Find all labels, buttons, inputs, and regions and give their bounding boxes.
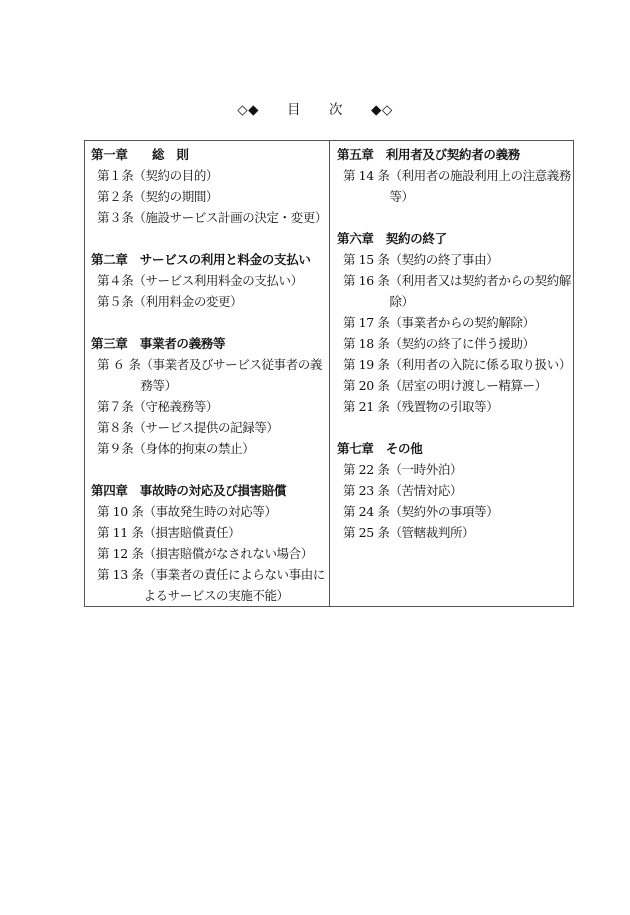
article-title: （事故発生時の対応等）: [143, 504, 277, 519]
article-title: （居室の明け渡しー精算ー）: [389, 378, 547, 393]
article-number: 第 10 条: [97, 504, 144, 519]
chapter-heading: 第七章 その他: [337, 441, 423, 456]
article-number: 第 13 条: [97, 567, 144, 582]
chapter-spacer: [91, 459, 329, 480]
article-number: 第 22 条: [343, 462, 390, 477]
article-entry: [337, 375, 573, 396]
article-title: （損害賠償がなされない場合）: [143, 546, 313, 561]
article-entry: [91, 207, 329, 228]
article-title: （事業者の責任によらない事由によるサービスの実施不能）: [143, 567, 325, 603]
article-entry: [91, 564, 329, 606]
article-entry: [91, 354, 329, 396]
article-title: （一時外泊）: [389, 462, 463, 477]
article-title: （苦情対応）: [389, 483, 463, 498]
article-title: （残置物の引取等）: [389, 399, 499, 414]
article-title: （利用者の施設利用上の注意義務等）: [389, 168, 571, 204]
article-title: （利用料金の変更）: [133, 294, 243, 309]
article-entry: [337, 354, 573, 375]
article-number: 第 20 条: [343, 378, 390, 393]
article-title: （損害賠償責任）: [143, 525, 241, 540]
article-entry: [91, 438, 329, 459]
article-entry: [91, 165, 329, 186]
article-number: 第 12 条: [97, 546, 144, 561]
article-title: （契約の終了事由）: [389, 252, 499, 267]
article-number: 第 25 条: [343, 525, 390, 540]
article-title: （施設サービス計画の決定・変更）: [133, 210, 327, 225]
article-entry: [337, 396, 573, 417]
article-number: 第 17 条: [343, 315, 390, 330]
article-number: 第 23 条: [343, 483, 390, 498]
toc-title: ◇◆ 目 次 ◆◇: [237, 102, 393, 118]
article-number: 第４条: [97, 273, 134, 288]
article-title: （サービス提供の記録等）: [133, 420, 279, 435]
article-title: （利用者の入院に係る取り扱い）: [389, 357, 571, 372]
article-number: 第７条: [97, 399, 134, 414]
article-number: 第３条: [97, 210, 134, 225]
chapter-spacer: [337, 207, 573, 228]
article-entry: [91, 186, 329, 207]
chapter-spacer: [91, 312, 329, 333]
article-entry: [91, 270, 329, 291]
chapter-heading: 第三章 事業者の義務等: [91, 336, 226, 351]
article-entry: [337, 312, 573, 333]
article-entry: [337, 501, 573, 522]
article-title: （契約外の事項等）: [389, 504, 499, 519]
article-title: （契約の目的）: [133, 168, 219, 183]
article-number: 第 16 条: [343, 273, 390, 288]
article-number: 第 18 条: [343, 336, 390, 351]
article-title: （身体的拘束の禁止）: [133, 441, 255, 456]
article-entry: [337, 522, 573, 543]
article-entry: [337, 270, 573, 312]
chapter-spacer: [91, 228, 329, 249]
article-title: （守秘義務等）: [133, 399, 219, 414]
article-number: 第 15 条: [343, 252, 390, 267]
article-number: 第 19 条: [343, 357, 390, 372]
article-title: （事業者及びサービス従事者の義務等）: [140, 357, 322, 393]
article-number: 第 11 条: [97, 525, 144, 540]
table-of-contents: [84, 140, 574, 607]
article-number: 第１条: [97, 168, 134, 183]
article-number: 第８条: [97, 420, 134, 435]
article-entry: [91, 291, 329, 312]
article-entry: [337, 249, 573, 270]
chapter-spacer: [337, 417, 573, 438]
article-entry: [337, 333, 573, 354]
article-number: 第 ６ 条: [97, 357, 141, 372]
article-entry: [91, 417, 329, 438]
article-entry: [337, 459, 573, 480]
article-title: （管轄裁判所）: [389, 525, 475, 540]
article-number: 第９条: [97, 441, 134, 456]
article-title: （サービス利用料金の支払い）: [133, 273, 303, 288]
article-title: （契約の期間）: [133, 189, 219, 204]
chapter-heading: 第五章 利用者及び契約者の義務: [337, 147, 521, 162]
article-entry: [337, 480, 573, 501]
chapter-heading: 第二章 サービスの利用と料金の支払い: [91, 252, 311, 267]
article-number: 第２条: [97, 189, 134, 204]
chapter-heading: 第四章 事故時の対応及び損害賠償: [91, 483, 287, 498]
article-title: （事業者からの契約解除）: [389, 315, 535, 330]
article-title: （利用者又は契約者からの契約解除）: [389, 273, 571, 309]
toc-right-column: [330, 141, 573, 606]
chapter-heading: 第一章 総 則: [91, 147, 189, 162]
article-entry: [91, 543, 329, 564]
article-entry: [91, 501, 329, 522]
article-number: 第 21 条: [343, 399, 390, 414]
article-number: 第５条: [97, 294, 134, 309]
article-entry: [91, 396, 329, 417]
article-entry: [337, 165, 573, 207]
article-title: （契約の終了に伴う援助）: [389, 336, 535, 351]
chapter-heading: 第六章 契約の終了: [337, 231, 447, 246]
article-entry: [91, 522, 329, 543]
toc-left-column: [85, 141, 330, 606]
article-number: 第 24 条: [343, 504, 390, 519]
article-number: 第 14 条: [343, 168, 390, 183]
